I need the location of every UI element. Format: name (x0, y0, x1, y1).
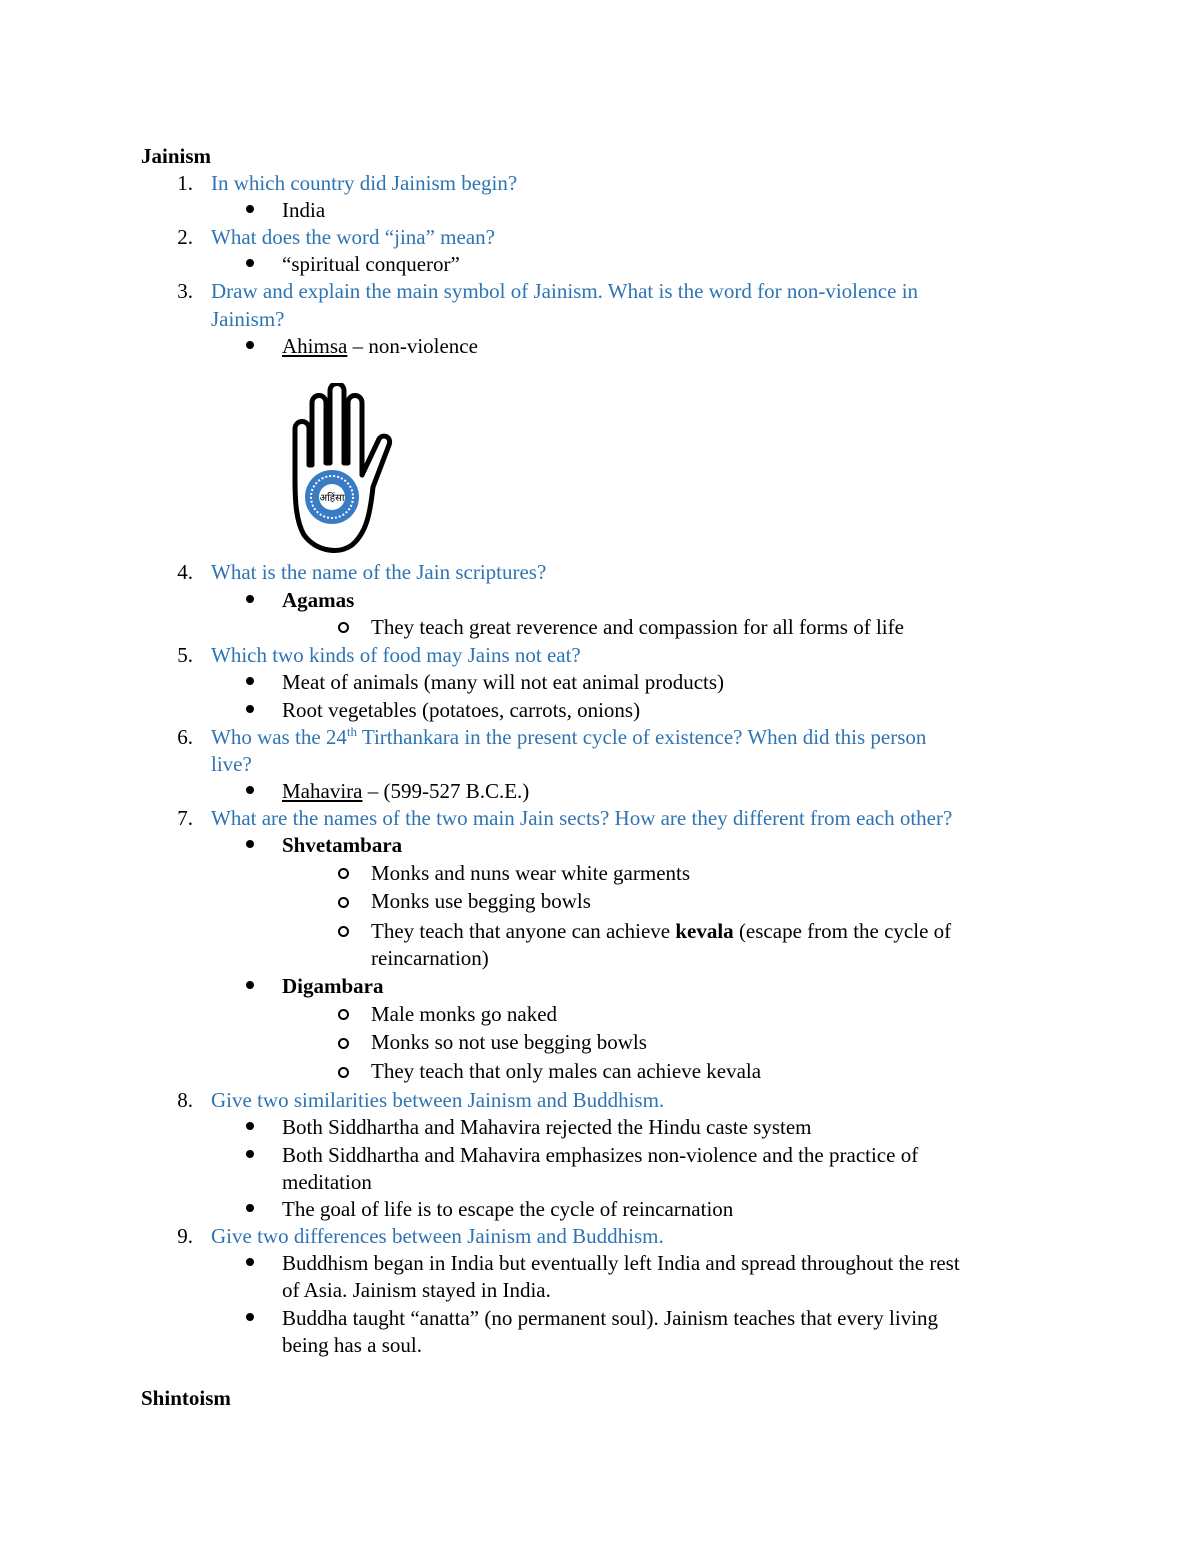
bullet-icon (246, 677, 254, 685)
bullet-icon (246, 1204, 254, 1212)
sub-answer-text: Monks and nuns wear white garments (371, 861, 691, 885)
answer-bold: Agamas (282, 588, 355, 612)
sub-answer-text (371, 918, 951, 945)
circle-bullet-icon (338, 868, 349, 879)
question-number: 2. (177, 225, 193, 249)
section-title-shintoism: Shintoism (141, 1386, 231, 1410)
bullet-icon (246, 595, 254, 603)
section-title-jainism: Jainism (141, 144, 212, 168)
circle-bullet-icon (338, 1009, 349, 1020)
answer-text (282, 333, 478, 360)
answer-text: Both Siddhartha and Mahavira rejected the Hindu caste system (282, 1115, 812, 1139)
question-text-continued: live? (211, 752, 252, 776)
question-text: Which two kinds of food may Jains not eat? (211, 643, 581, 667)
circle-bullet-icon (338, 897, 349, 908)
question-text (211, 724, 926, 751)
question-text: In which country did Jainism begin? (211, 171, 518, 195)
answer-term: Ahimsa (282, 334, 348, 358)
bullet-icon (246, 981, 254, 989)
question-text: Give two differences between Jainism and Buddhism. (211, 1224, 664, 1248)
text-part: (escape from the cycle of (733, 919, 952, 943)
question-number: 5. (177, 643, 193, 667)
question-text: What does the word “jina” mean? (211, 225, 495, 249)
circle-bullet-icon (338, 1038, 349, 1049)
question-number: 6. (177, 725, 193, 749)
sect-name-bold: Shvetambara (282, 833, 403, 857)
answer-rest: – non-violence (347, 334, 478, 358)
question-text: What are the names of the two main Jain sects? How are they different from each other? (211, 806, 953, 830)
sect-name (282, 832, 402, 859)
question-text: Give two similarities between Jainism and Buddhism. (211, 1088, 665, 1112)
bullet-icon (246, 840, 254, 848)
question-number: 9. (177, 1224, 193, 1248)
circle-bullet-icon (338, 622, 349, 633)
superscript: th (346, 724, 358, 739)
bullet-icon (246, 786, 254, 794)
answer-text-continued: meditation (282, 1170, 372, 1194)
answer-text: Buddha taught “anatta” (no permanent soul). Jainism teaches that every living (282, 1306, 939, 1330)
question-number: 1. (177, 171, 193, 195)
answer-rest: – (599-527 B.C.E.) (362, 779, 530, 803)
circle-bullet-icon (338, 926, 349, 937)
bullet-icon (246, 1313, 254, 1321)
bullet-icon (246, 205, 254, 213)
question-text-part: Tirthankara in the present cycle of existence? When did this person (357, 725, 927, 749)
jain-hand-symbol-icon (282, 383, 398, 555)
sect-name-bold: Digambara (282, 974, 384, 998)
sect-name (282, 973, 384, 1000)
answer-text: The goal of life is to escape the cycle of reincarnation (282, 1197, 734, 1221)
bullet-icon (246, 705, 254, 713)
text-bold: kevala (675, 919, 734, 943)
bullet-icon (246, 341, 254, 349)
bullet-icon (246, 1258, 254, 1266)
sub-answer-text: They teach great reverence and compassion for all forms of life (371, 615, 904, 639)
circle-bullet-icon (338, 1067, 349, 1078)
sub-answer-text: Monks so not use begging bowls (371, 1030, 647, 1054)
question-number: 8. (177, 1088, 193, 1112)
answer-text: India (282, 198, 326, 222)
answer-text: Meat of animals (many will not eat animal products) (282, 670, 725, 694)
sub-answer-text-continued: reincarnation) (371, 946, 489, 970)
question-text: What is the name of the Jain scriptures? (211, 560, 547, 584)
question-number: 7. (177, 806, 193, 830)
answer-text: “spiritual conqueror” (282, 252, 460, 276)
symbol-text: अहिंसा (319, 493, 345, 504)
question-text-part: Who was the 24 (211, 725, 347, 749)
question-text: Draw and explain the main symbol of Jainism. What is the word for non-violence in (211, 279, 919, 303)
sub-answer-text: Male monks go naked (371, 1002, 558, 1026)
answer-text-continued: of Asia. Jainism stayed in India. (282, 1278, 551, 1302)
answer-text-continued: being has a soul. (282, 1333, 422, 1357)
answer-text (282, 778, 529, 805)
answer-text: Buddhism began in India but eventually left India and spread throughout the rest (282, 1251, 960, 1275)
question-number: 3. (177, 279, 193, 303)
question-number: 4. (177, 560, 193, 584)
answer-term: Mahavira (282, 779, 363, 803)
question-text-continued: Jainism? (211, 307, 285, 331)
answer-text: Root vegetables (potatoes, carrots, onions) (282, 698, 641, 722)
answer-text: Both Siddhartha and Mahavira emphasizes non-violence and the practice of (282, 1143, 919, 1167)
sub-answer-text: Monks use begging bowls (371, 889, 591, 913)
text-part: They teach that anyone can achieve (371, 919, 676, 943)
bullet-icon (246, 1150, 254, 1158)
bullet-icon (246, 259, 254, 267)
answer-text (282, 587, 354, 614)
bullet-icon (246, 1122, 254, 1130)
sub-answer-text: They teach that only males can achieve kevala (371, 1059, 762, 1083)
